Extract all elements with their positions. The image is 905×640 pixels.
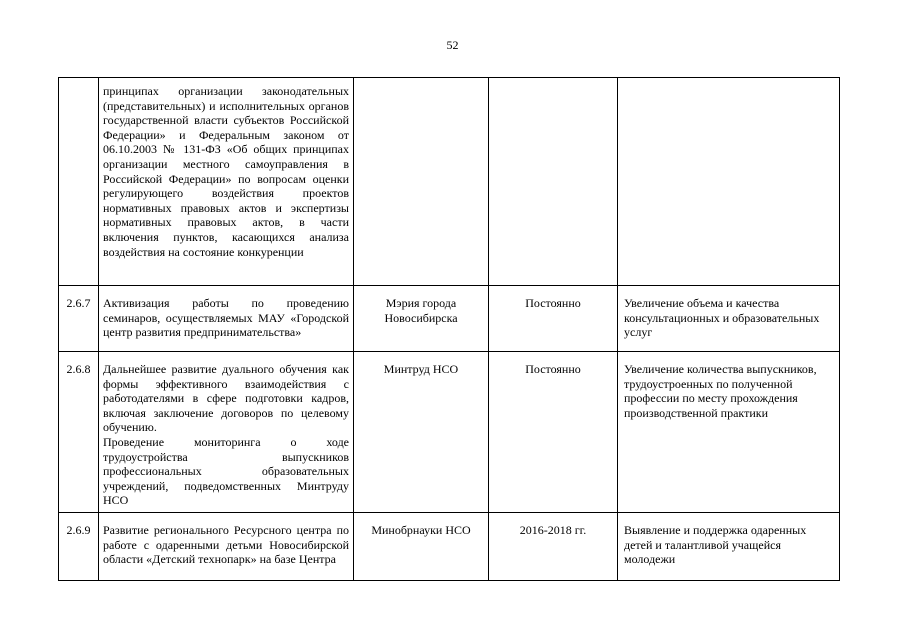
row-description: [99, 286, 354, 352]
row-description: [99, 513, 354, 581]
row-number: 2.6.8: [59, 352, 99, 513]
row-result: Выявление и поддержка одаренных детей и талантливой учащейся молодежи: [618, 513, 840, 581]
row-result: Увеличение количества выпускников, трудоустроенных по полученной профессии по месту прохождения производственной практики: [618, 352, 840, 513]
row-number: 2.6.9: [59, 513, 99, 581]
row-number: 2.6.7: [59, 286, 99, 352]
description-paragraph: Дальнейшее развитие дуального обучения как формы эффективного взаимодействия с работодателями в сфере подготовки кадров, включая заключение договоров по целевому обучению.: [103, 362, 349, 435]
measures-table: [58, 77, 840, 581]
table-row: [59, 286, 840, 352]
row-term: Постоянно: [489, 352, 618, 513]
row-executor: Мэрия города Новосибирска: [354, 286, 489, 352]
row-executor: Минобрнауки НСО: [354, 513, 489, 581]
description-paragraph: Развитие регионального Ресурсного центра по работе с одаренными детьми Новосибирской области «Детский технопарк» на базе Центра: [103, 523, 349, 567]
table-row: [59, 513, 840, 581]
row-term: [489, 78, 618, 286]
description-paragraph: принципах организации законодательных (представительных) и исполнительных органов государственной власти субъектов Российской Федерации» и Федеральным законом от 06.10.2003 № 131-ФЗ «Об общих принципах организации местного самоуправления в Российской Федерации» по вопросам оценки регулирующего воздействия проектов нормативных правовых актов и экспертизы нормативных правовых актов, в части включения пунктов, касающихся анализа воздействия на состояние конкуренции: [103, 84, 349, 259]
row-description: [99, 78, 354, 286]
row-executor: Минтруд НСО: [354, 352, 489, 513]
row-executor: [354, 78, 489, 286]
row-number: [59, 78, 99, 286]
row-result: [618, 78, 840, 286]
description-paragraph: Активизация работы по проведению семинаров, осуществляемых МАУ «Городской центр развития предпринимательства»: [103, 296, 349, 340]
row-description: [99, 352, 354, 513]
page-number: 52: [446, 38, 459, 52]
row-term: Постоянно: [489, 286, 618, 352]
table-row: [59, 78, 840, 286]
row-result: Увеличение объема и качества консультационных и образовательных услуг: [618, 286, 840, 352]
description-paragraph: Проведение мониторинга о ходе трудоустройства выпускников профессиональных образовательных учреждений, подведомственных Минтруду НСО: [103, 434, 349, 508]
row-term: 2016-2018 гг.: [489, 513, 618, 581]
table-row: [59, 352, 840, 513]
